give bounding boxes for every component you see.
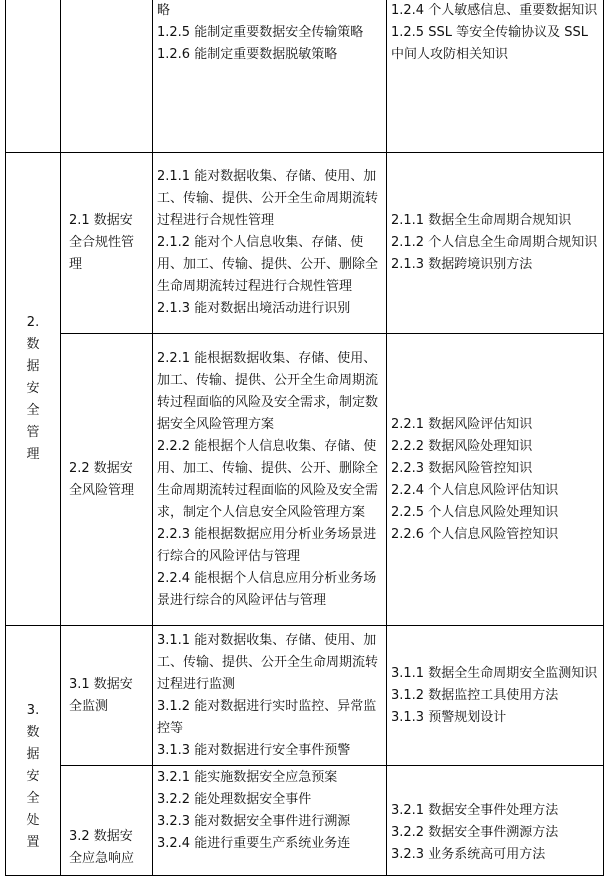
table-row <box>6 153 604 334</box>
knowledge-line: 3.2.2 数据安全事件溯源方法 <box>391 825 559 840</box>
ability-line: 2.1.1 能对数据收集、存储、使用、加工、传输、提供、公开全生命周期流转过程进行合规性管理 <box>157 169 379 228</box>
knowledge-line: 2.2.4 个人信息风险评估知识 <box>391 482 559 498</box>
section-label: 2. <box>26 315 40 330</box>
knowledge-line: 2.2.5 个人信息风险处理知识 <box>391 504 559 520</box>
ability-line: 2.1.2 能对个人信息收集、存储、使用、加工、传输、提供、公开、删除全生命周期流转过程进行合规性管理 <box>157 235 379 294</box>
section-cell <box>6 626 61 876</box>
knowledge-line: 3.2.1 数据安全事件处理方法 <box>391 803 559 818</box>
knowledge-line: 2.2.6 个人信息风险管控知识 <box>391 526 559 542</box>
knowledge-line: 3.1.3 预警规划设计 <box>391 709 507 725</box>
section-label: 全 <box>26 403 40 418</box>
section-label: 理 <box>26 447 40 462</box>
item-cell: 3.2 数据安全应急响应 <box>61 766 153 876</box>
ability-line: 2.2.4 能根据个人信息应用分析业务场景进行综合的风险评估与管理 <box>157 570 377 608</box>
knowledge-line: 2.1.1 数据全生命周期合规知识 <box>391 213 572 228</box>
table-row <box>6 334 604 626</box>
knowledge-line: 3.1.2 数据监控工具使用方法 <box>391 687 559 703</box>
abilities-cell <box>153 334 387 626</box>
section-label: 处 <box>26 813 40 828</box>
knowledge-line: 3.1.1 数据全生命周期安全监测知识 <box>391 665 598 681</box>
knowledge-line: 2.1.2 个人信息全生命周期合规知识 <box>391 235 598 250</box>
knowledge-cell <box>387 766 604 876</box>
section-label: 数 <box>26 725 40 740</box>
section-label: 数 <box>26 337 40 352</box>
skills-table <box>5 0 604 876</box>
ability-line: 3.1.2 能对数据进行实时监控、异常监控等 <box>157 698 377 736</box>
ability-line: 3.2.1 能实施数据安全应急预案 <box>157 770 338 785</box>
ability-line: 2.2.3 能根据数据应用分析业务场景进行综合的风险评估与管理 <box>157 526 377 564</box>
table-row <box>6 626 604 766</box>
item-cell: 3.1 数据安全监测 <box>61 626 153 766</box>
ability-line: 略 <box>157 3 171 18</box>
section-label: 管 <box>26 425 40 440</box>
ability-line: 3.2.4 能进行重要生产系统业务连 <box>157 836 351 851</box>
ability-line: 2.2.1 能根据数据收集、存储、使用、加工、传输、提供、公开全生命周期流转过程面临的风险及安全需求，制定数据安全风险管理方案 <box>157 350 379 432</box>
ability-line: 3.1.3 能对数据进行安全事件预警 <box>157 742 351 758</box>
ability-line: 3.1.1 能对数据收集、存储、使用、加工、传输、提供、公开全生命周期流转过程进行监测 <box>157 632 379 692</box>
section-label: 3. <box>26 703 40 718</box>
ability-line: 2.1.3 能对数据出境活动进行识别 <box>157 301 351 316</box>
section-label: 置 <box>26 835 40 850</box>
knowledge-line: 3.2.3 业务系统高可用方法 <box>391 847 546 862</box>
section-label: 安 <box>26 769 40 784</box>
knowledge-cell <box>387 334 604 626</box>
ability-line: 3.2.2 能处理数据安全事件 <box>157 792 312 807</box>
knowledge-cell <box>387 0 604 153</box>
item-cell: 2.2 数据安全风险管理 <box>61 334 153 626</box>
ability-line: 3.2.3 能对数据安全事件进行溯源 <box>157 814 351 829</box>
section-label: 全 <box>26 791 40 806</box>
table-row <box>6 766 604 876</box>
item-cell <box>61 0 153 153</box>
knowledge-line: 2.2.2 数据风险处理知识 <box>391 438 533 454</box>
knowledge-cell <box>387 626 604 766</box>
knowledge-line: 2.2.1 数据风险评估知识 <box>391 416 533 432</box>
ability-line: 1.2.6 能制定重要数据脱敏策略 <box>157 47 338 62</box>
knowledge-line: 2.1.3 数据跨境识别方法 <box>391 257 533 272</box>
section-label: 据 <box>26 359 40 374</box>
table-row <box>6 0 604 153</box>
ability-line: 2.2.2 能根据个人信息收集、存储、使用、加工、传输、提供、公开、删除全生命周期流转过程面临的风险及安全需求，制定个人信息安全风险管理方案 <box>157 438 379 520</box>
knowledge-line: 1.2.4 个人敏感信息、重要数据知识 <box>391 3 598 18</box>
abilities-cell <box>153 0 387 153</box>
abilities-cell <box>153 626 387 766</box>
abilities-cell <box>153 153 387 334</box>
knowledge-line: 2.2.3 数据风险管控知识 <box>391 460 533 476</box>
knowledge-cell <box>387 153 604 334</box>
abilities-cell <box>153 766 387 876</box>
section-label: 据 <box>26 747 40 762</box>
item-cell: 2.1 数据安全合规性管理 <box>61 153 153 334</box>
section-cell <box>6 153 61 626</box>
section-label: 安 <box>26 381 40 396</box>
ability-line: 1.2.5 能制定重要数据安全传输策略 <box>157 25 364 40</box>
section-cell <box>6 0 61 153</box>
knowledge-line: 1.2.5 SSL 等安全传输协议及 SSL 中间人攻防相关知识 <box>391 25 588 62</box>
